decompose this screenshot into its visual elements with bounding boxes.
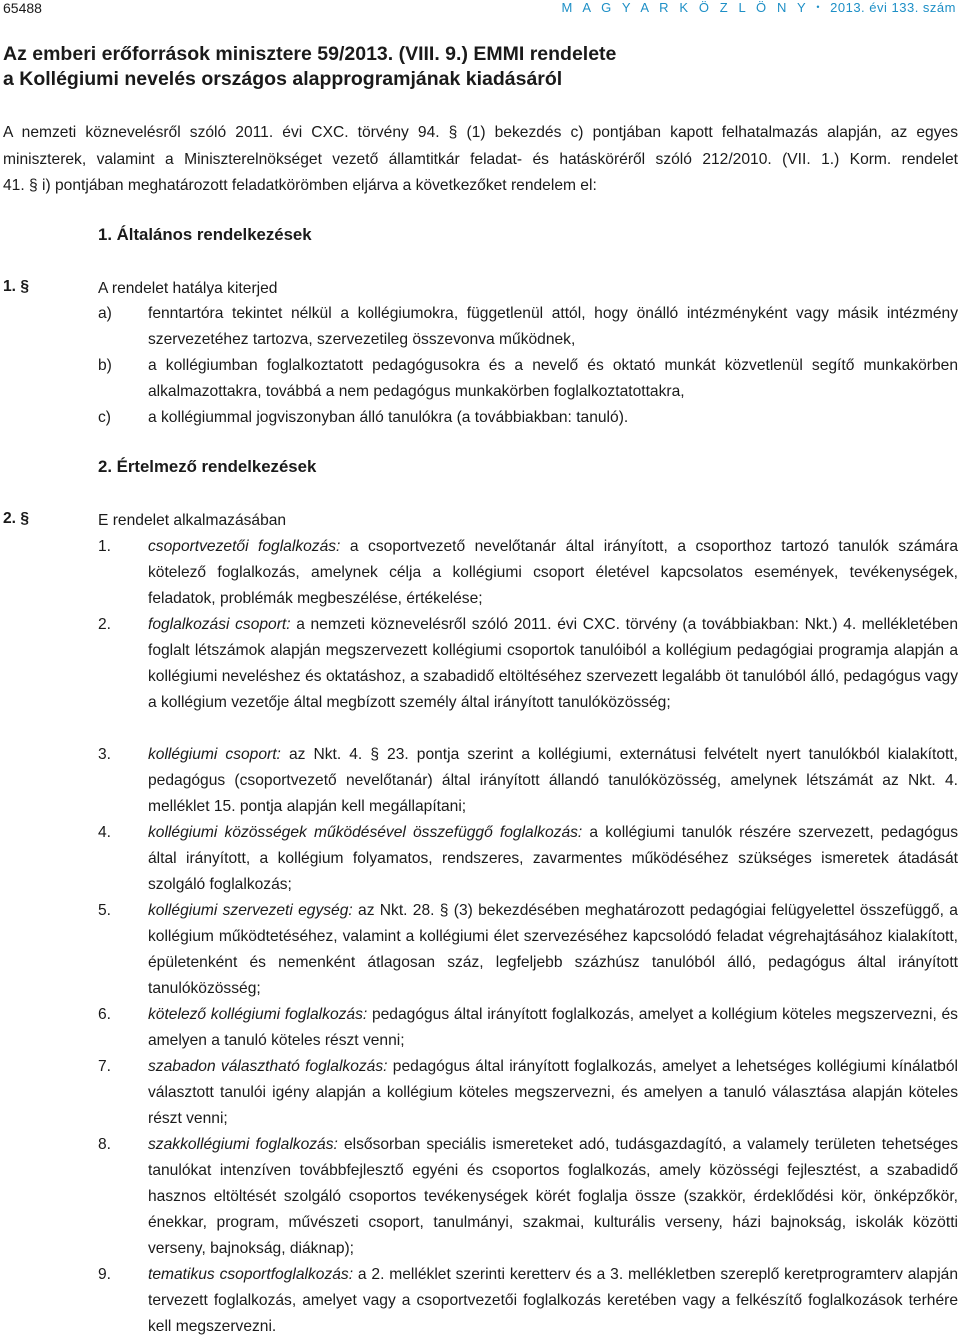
item-1a-text: fenntartóra tekintet nélkül a kollégiumokra, függetlenül attól, hogy önálló intézményként vagy másik intézmény szervezetéhez tartozva, szervezetileg összevonva működnek,	[148, 305, 958, 348]
def-9-label: 9.	[98, 1266, 112, 1283]
def-4-text: kollégiumi közösségek működésével összefüggő foglalkozás: a kollégiumi tanulók részére szervezett, pedagógus által irányított, a kollégium folyamatos, rendszeres, zavarmentes működéséhez szükséges ismeretek átadását szolgáló foglalkozás;	[148, 824, 958, 893]
section-1-intro: A rendelet hatálya kiterjed	[98, 280, 278, 297]
item-1c-label: c)	[98, 409, 111, 426]
def-3-term: kollégiumi csoport:	[148, 746, 281, 763]
def-9-term: tematikus csoportfoglalkozás:	[148, 1266, 354, 1283]
preamble-line-1: A nemzeti köznevelésről szóló 2011. évi CXC. törvény 94. § (1) bekezdés c) pontjában kapott felhatalmazás alapján, az egyes	[3, 124, 958, 141]
def-1-term: csoportvezetői foglalkozás:	[148, 538, 341, 555]
chapter-1-heading: 1. Általános rendelkezések	[98, 225, 312, 244]
def-9-text: tematikus csoportfoglalkozás: a 2. melléklet szerinti keretterv és a 3. mellékletben szereplő keretprogramterv alapján tervezett foglalkozás, amelyet vagy a csoportvezetői foglalkozás keretében vagy a felkészítő foglalkozások terhére kell megszervezni.	[148, 1266, 959, 1335]
def-6-text: kötelező kollégiumi foglalkozás: pedagógus által irányított foglalkozás, amelyet a kollégium köteles megszervezni, és amelyen a tanuló köteles részt venni;	[148, 1006, 958, 1049]
section-2	[3, 510, 29, 528]
def-4-term: kollégiumi közösségek működésével összefüggő foglalkozás:	[148, 824, 583, 841]
def-8-text: szakkollégiumi foglalkozás: elsősorban speciális ismereteket adó, tudásgazdagító, a valamely területen tehetséges tanulókat intenzíven továbbfejlesztő egyéni és csoportos foglalkozás, amely közösségi fejlesztést, a szabadidő hasznos eltöltését szolgáló csoportos tevékenységek körét foglalja össze (szakkör, érdeklődési kör, önképzőkör, énekkar, program, művészeti csoport, tanulmányi, szakmai, kulturális verseny, házi bajnokság, iskolák közötti verseny, bajnokság, diáknap);	[148, 1136, 958, 1257]
def-6-term: kötelező kollégiumi foglalkozás:	[148, 1006, 368, 1023]
def-5-label: 5.	[98, 902, 112, 919]
def-7-text: szabadon választható foglalkozás: pedagógus által irányított foglalkozás, amelyet a lehetséges kollégiumi kínálatból választott tanulói igény alapján a kollégium köteles megszervezni, és amelyen a tanuló választása alapján köteles részt venni;	[148, 1058, 958, 1127]
issue-info: 2013. évi 133. szám	[830, 0, 956, 15]
def-8-label: 8.	[98, 1136, 112, 1153]
item-1b-label: b)	[98, 357, 112, 374]
def-5-text: kollégiumi szervezeti egység: az Nkt. 28. § (3) bekezdésében meghatározott pedagógiai felügyelettel összefüggő, a kollégium működtetéséhez, valamint a kollégiumi élet szervezéséhez kapcsolódó feladat végrehajtásához kialakított, épületenként és nemenként átlagosan száz, legfeljebb százhúsz tanulóból álló, pedagógus által irányított tanulóközösség;	[148, 902, 958, 997]
item-1b-text: a kollégiumban foglalkoztatott pedagógusokra és a nevelő és oktató munkát közvetlenül segítő munkakörben alkalmazottakra, továbbá a nem pedagógus munkakörben foglalkoztatottakra,	[148, 357, 958, 400]
def-2-term: foglalkozási csoport:	[148, 616, 291, 633]
journal-name: M A G Y A R K Ö Z L Ö N Y	[561, 0, 810, 15]
decree-title	[3, 42, 616, 92]
chapter-2-heading: 2. Értelmező rendelkezések	[98, 457, 317, 476]
def-7-label: 7.	[98, 1058, 112, 1075]
item-1a-label: a)	[98, 305, 112, 322]
section-1	[3, 278, 29, 296]
def-3-text: kollégiumi csoport: az Nkt. 4. § 23. pontja szerint a kollégiumi, externátusi felvételt nyert tanulókból kialakított, pedagógus (csoportvezető nevelőtanár) által irányított állandó tanulóközösség, amelynek létszámát az Nkt. 4. melléklet 15. pontja alapján kell megállapítani;	[148, 746, 958, 815]
header-separator: •	[816, 2, 821, 12]
decree-title-line-2: a Kollégiumi nevelés országos alapprogramjának kiadásáról	[3, 68, 563, 90]
def-2-label: 2.	[98, 616, 112, 633]
preamble-line-2: miniszterek, valamint a Miniszterelnökséget vezető államtitkár feladat- és hatásköréről szóló 212/2010. (VII. 1.) Korm. rendelet	[3, 150, 958, 168]
def-4-label: 4.	[98, 824, 112, 841]
preamble	[3, 120, 958, 200]
item-1c-text: a kollégiummal jogviszonyban álló tanulókra (a továbbiakban: tanuló).	[148, 409, 629, 426]
section-2-number: 2. §	[3, 510, 30, 527]
def-5-term: kollégiumi szervezeti egység:	[148, 902, 353, 919]
decree-title-line-1: Az emberi erőforrások minisztere 59/2013. (VIII. 9.) EMMI rendelete	[3, 43, 617, 65]
def-2-text: foglalkozási csoport: a nemzeti köznevelésről szóló 2011. évi CXC. törvény (a továbbiakban: Nkt.) 4. mellékletében foglalt létszámok alapján megszervezett kollégiumi csoportok tanulóiból a kollégium pedagógiai programja alapján a kollégiumi neveléshez és oktatáshoz, a szabadidő eltöltéséhez szervezett legalább öt tanulóból álló, pedagógus vagy a kollégium vezetője által megbízott személy által irányított tanulóközösség;	[148, 616, 958, 711]
preamble-line-3: 41. § i) pontjában meghatározott feladatkörömben eljárva a következőket rendelem el:	[3, 177, 597, 194]
section-2-intro: E rendelet alkalmazásában	[98, 512, 287, 529]
def-1-label: 1.	[98, 538, 112, 555]
def-3-label: 3.	[98, 746, 112, 763]
def-8-term: szakkollégiumi foglalkozás:	[148, 1136, 338, 1153]
def-7-term: szabadon választható foglalkozás:	[148, 1058, 388, 1075]
running-header	[561, 0, 956, 15]
def-6-label: 6.	[98, 1006, 112, 1023]
page-number: 65488	[3, 0, 42, 16]
def-1-text: csoportvezetői foglalkozás: a csoportvezető nevelőtanár által irányított, a csoporthoz tartozó tanulók számára kötelező foglalkozás, amelynek célja a kollégiumi csoport életével kapcsolatos események, tevékenységek, feladatok, problémák megbeszélése, értékelése;	[148, 538, 958, 607]
section-1-number: 1. §	[3, 278, 30, 295]
